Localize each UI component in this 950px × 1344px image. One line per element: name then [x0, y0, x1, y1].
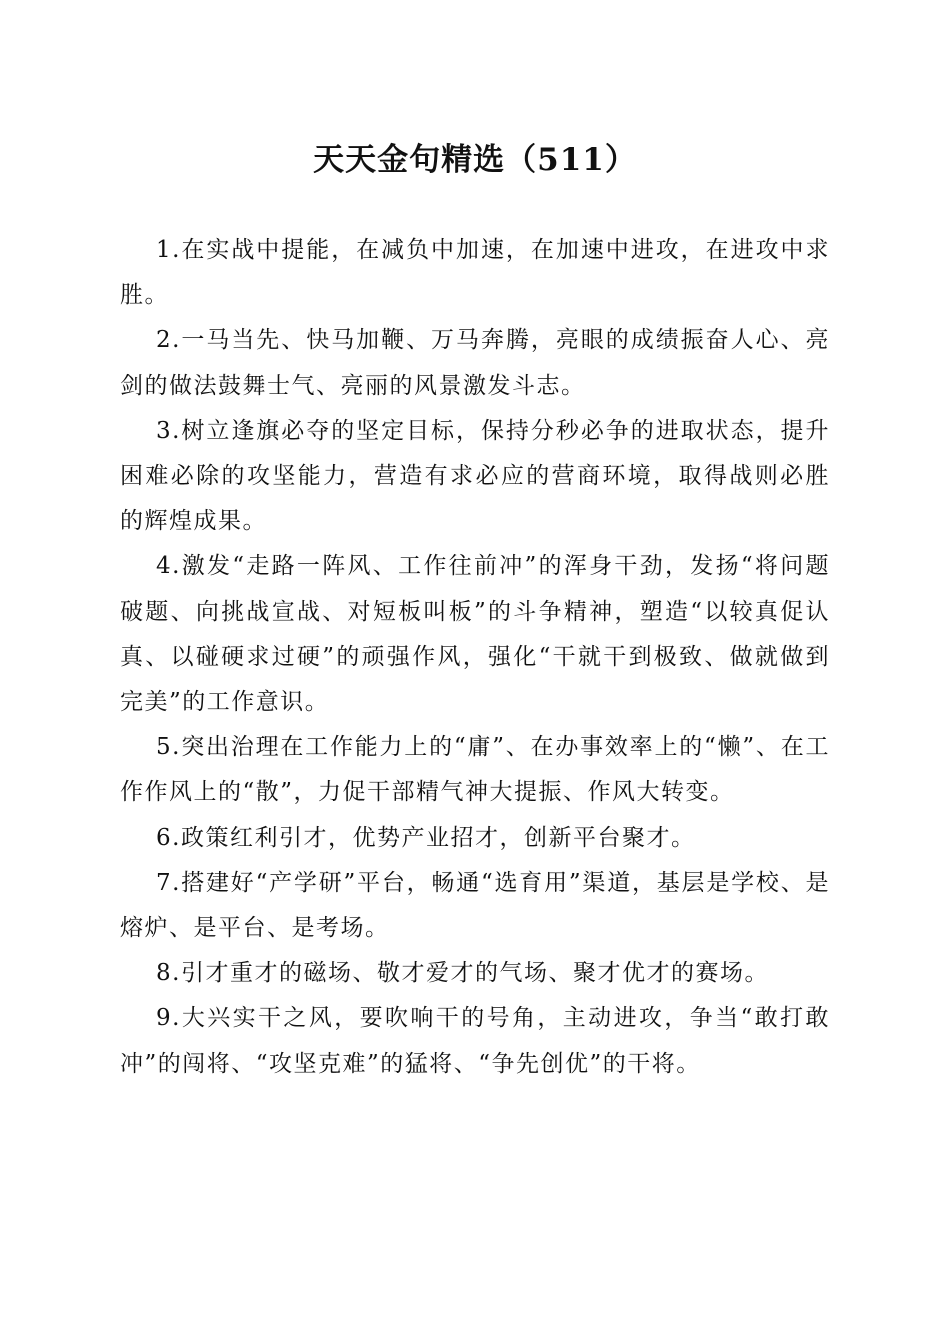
paragraph-2: 2.一马当先、快马加鞭、万马奔腾，亮眼的成绩振奋人心、亮剑的做法鼓舞士气、亮丽的风景激发斗志。	[120, 327, 830, 399]
paragraph-5: 5.突出治理在工作能力上的“庸”、在办事效率上的“懒”、在工作作风上的“散”，力促干部精气神大提振、作风大转变。	[120, 734, 830, 806]
paragraph-8: 8.引才重才的磁场、敬才爱才的气场、聚才优才的赛场。	[156, 960, 769, 987]
paragraph-3: 3.树立逢旗必夺的坚定目标，保持分秒必争的进取状态，提升困难必除的攻坚能力，营造有求必应的营商环境，取得战则必胜的辉煌成果。	[120, 417, 830, 535]
document-title: 天天金句精选（511）	[313, 142, 637, 178]
paragraph-6: 6.政策红利引才，优势产业招才，创新平台聚才。	[156, 824, 696, 851]
paragraph-1: 1.在实战中提能，在减负中加速，在加速中进攻，在进攻中求胜。	[120, 237, 830, 309]
document-body	[120, 228, 830, 1087]
paragraph-9: 9.大兴实干之风，要吹响干的号角，主动进攻，争当“敢打敢冲”的闯将、“攻坚克难”的猛将、“争先创优”的干将。	[120, 1005, 830, 1077]
paragraph-4: 4.激发“走路一阵风、工作往前冲”的浑身干劲，发扬“将问题破题、向挑战宣战、对短板叫板”的斗争精神，塑造“以较真促认真、以碰硬求过硬”的顽强作风，强化“干就干到极致、做就做到完美”的工作意识。	[120, 553, 830, 716]
paragraph-7: 7.搭建好“产学研”平台，畅通“选育用”渠道，基层是学校、是熔炉、是平台、是考场。	[120, 869, 830, 942]
